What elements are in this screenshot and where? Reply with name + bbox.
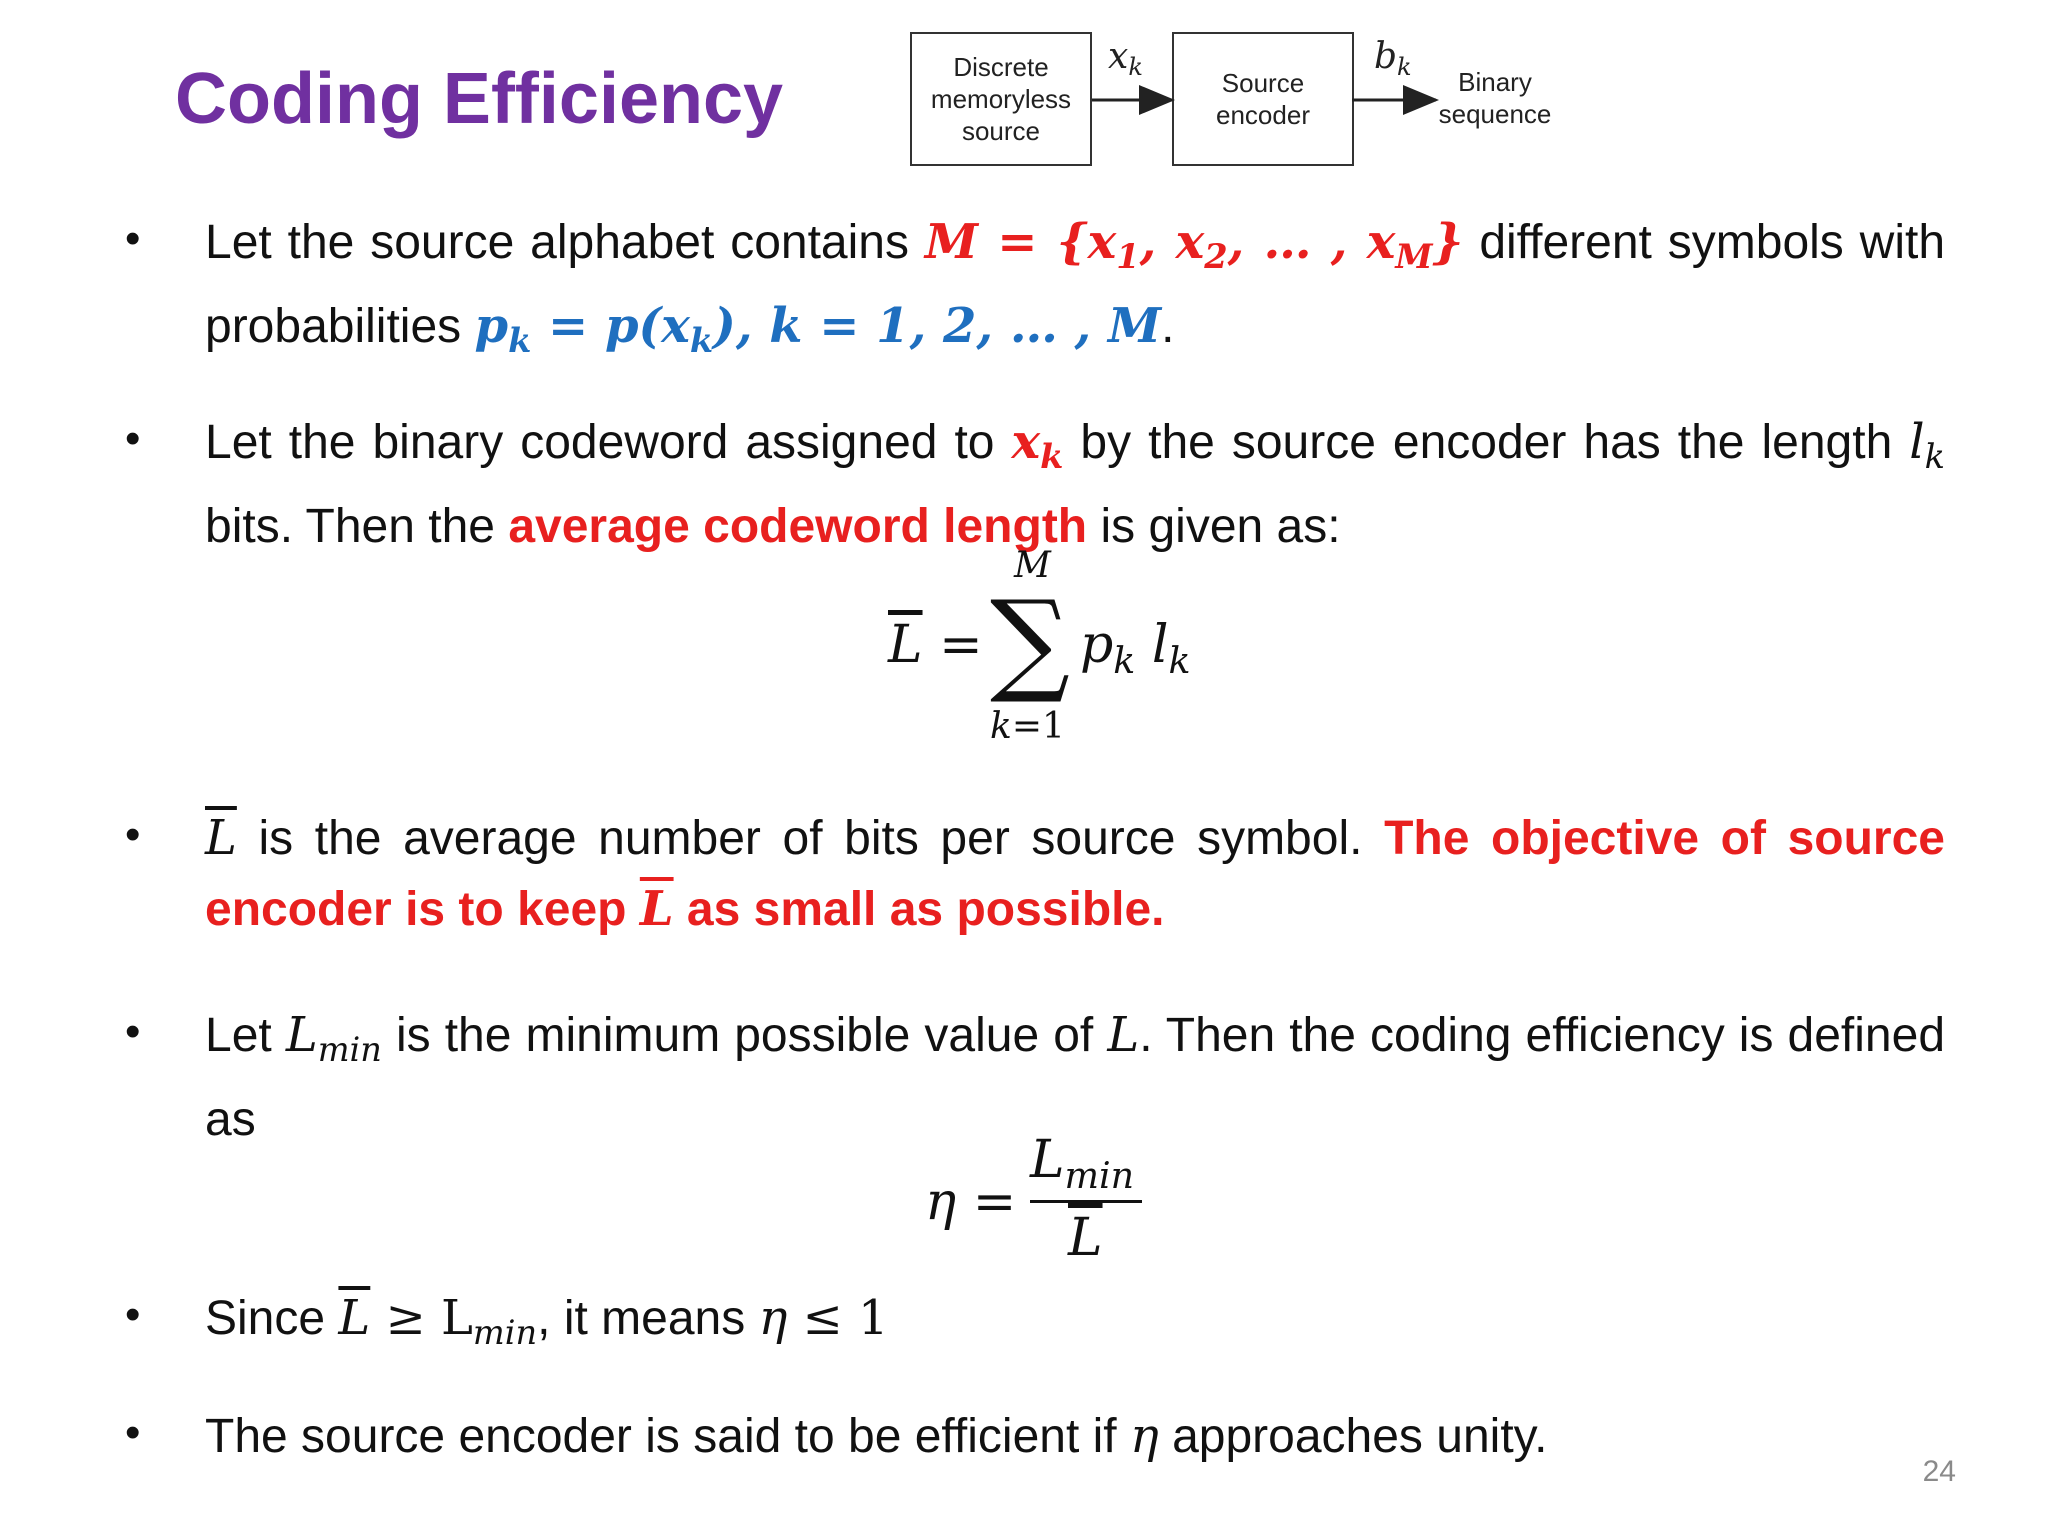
bullet-1-text: Let the source alphabet contains $M = \{x_1$, $x_2$, … , $x_M$} different symbols with probabilities $p_k = p(x_k)$, k = 1, 2, … , M. [205, 214, 1946, 361]
bullet-1-marker: • [125, 214, 141, 263]
length-symbol-math: $l_k$ [1909, 414, 1946, 477]
slide-title: Coding Efficiency [175, 59, 784, 139]
diagram-arrows [1088, 80, 1468, 120]
encoder-box-line2: encoder [1216, 100, 1310, 130]
codeword-symbol-math: $x_k$ [1011, 414, 1064, 477]
arrow2-label: $b_k$ [1374, 36, 1412, 82]
sum-sign: ∑ [990, 577, 1070, 707]
bullet-6-text: The source encoder is said to be efficient if η approaches unity. [205, 1408, 1548, 1464]
bullet-6-marker: • [125, 1408, 141, 1457]
l-bar-symbol-red: $\overline{L}$ [639, 881, 674, 937]
eta-inequality-math: η ≤ 1 [758, 1290, 889, 1346]
source-box [910, 32, 1092, 166]
bullet-2-marker: • [125, 414, 141, 463]
eq-lhs: $\overline{L}$ = [888, 615, 983, 675]
eta-symbol: η [1129, 1408, 1159, 1464]
binary-sequence-label: Binary sequence [1438, 67, 1552, 129]
bullet-2-text: Let the binary codeword assigned to $x_k$ by the source encoder has the length $l_k$ bits. Then the average codeword length is given as: [205, 414, 1946, 554]
bullet-3-marker: • [125, 810, 141, 859]
eq-summand: $p_k$ $l_k$ [1080, 615, 1191, 682]
source-box-line2: memoryless [930, 84, 1072, 114]
l-bar-symbol: $\overline{L}$ [205, 810, 237, 866]
l-min-symbol: $L_{min}$ [285, 1007, 382, 1070]
inequality-math: $\overline{L} \ge L_{min}$ [338, 1290, 538, 1353]
sum-upper-limit: M [1014, 545, 1051, 586]
bullet-3-text: $\overline{L}$ is the average number of bits per source symbol. The objective of source encoder is to keep $\overline{L}$ as small as possible. [205, 810, 1945, 937]
bullet-4-text: Let $L_{min}$ is the minimum possible value of L. Then the coding efficiency is defined as [205, 1007, 1946, 1147]
l-symbol: L [1107, 1007, 1140, 1063]
probability-math: $p_k = p(x_k)$, k = 1, 2, … , M [474, 298, 1162, 361]
bullet-5-marker: • [125, 1290, 141, 1339]
page-number: 24 [1922, 1455, 1956, 1488]
fraction-denominator: $\overline{L}$ [1068, 1208, 1103, 1268]
sum-lower-limit: k=1 [990, 706, 1065, 747]
eta-lhs: η = [925, 1172, 1017, 1232]
encoder-box-line1: Source [1221, 68, 1305, 98]
arrow1-label: $x_k$ [1108, 36, 1143, 82]
fraction-bar [1030, 1200, 1142, 1203]
source-box-line3: source [961, 116, 1041, 146]
bullet-4-marker: • [125, 1007, 141, 1056]
source-box-line1: Discrete [953, 52, 1049, 82]
alphabet-set-math: $M = \{x_1$, $x_2$, … , $x_M$} [924, 214, 1464, 277]
bullet-5-text: Since $\overline{L} \ge L_{min}$, it means η ≤ 1 [205, 1290, 889, 1353]
fraction-numerator: $L_{min}$ [1030, 1130, 1135, 1197]
